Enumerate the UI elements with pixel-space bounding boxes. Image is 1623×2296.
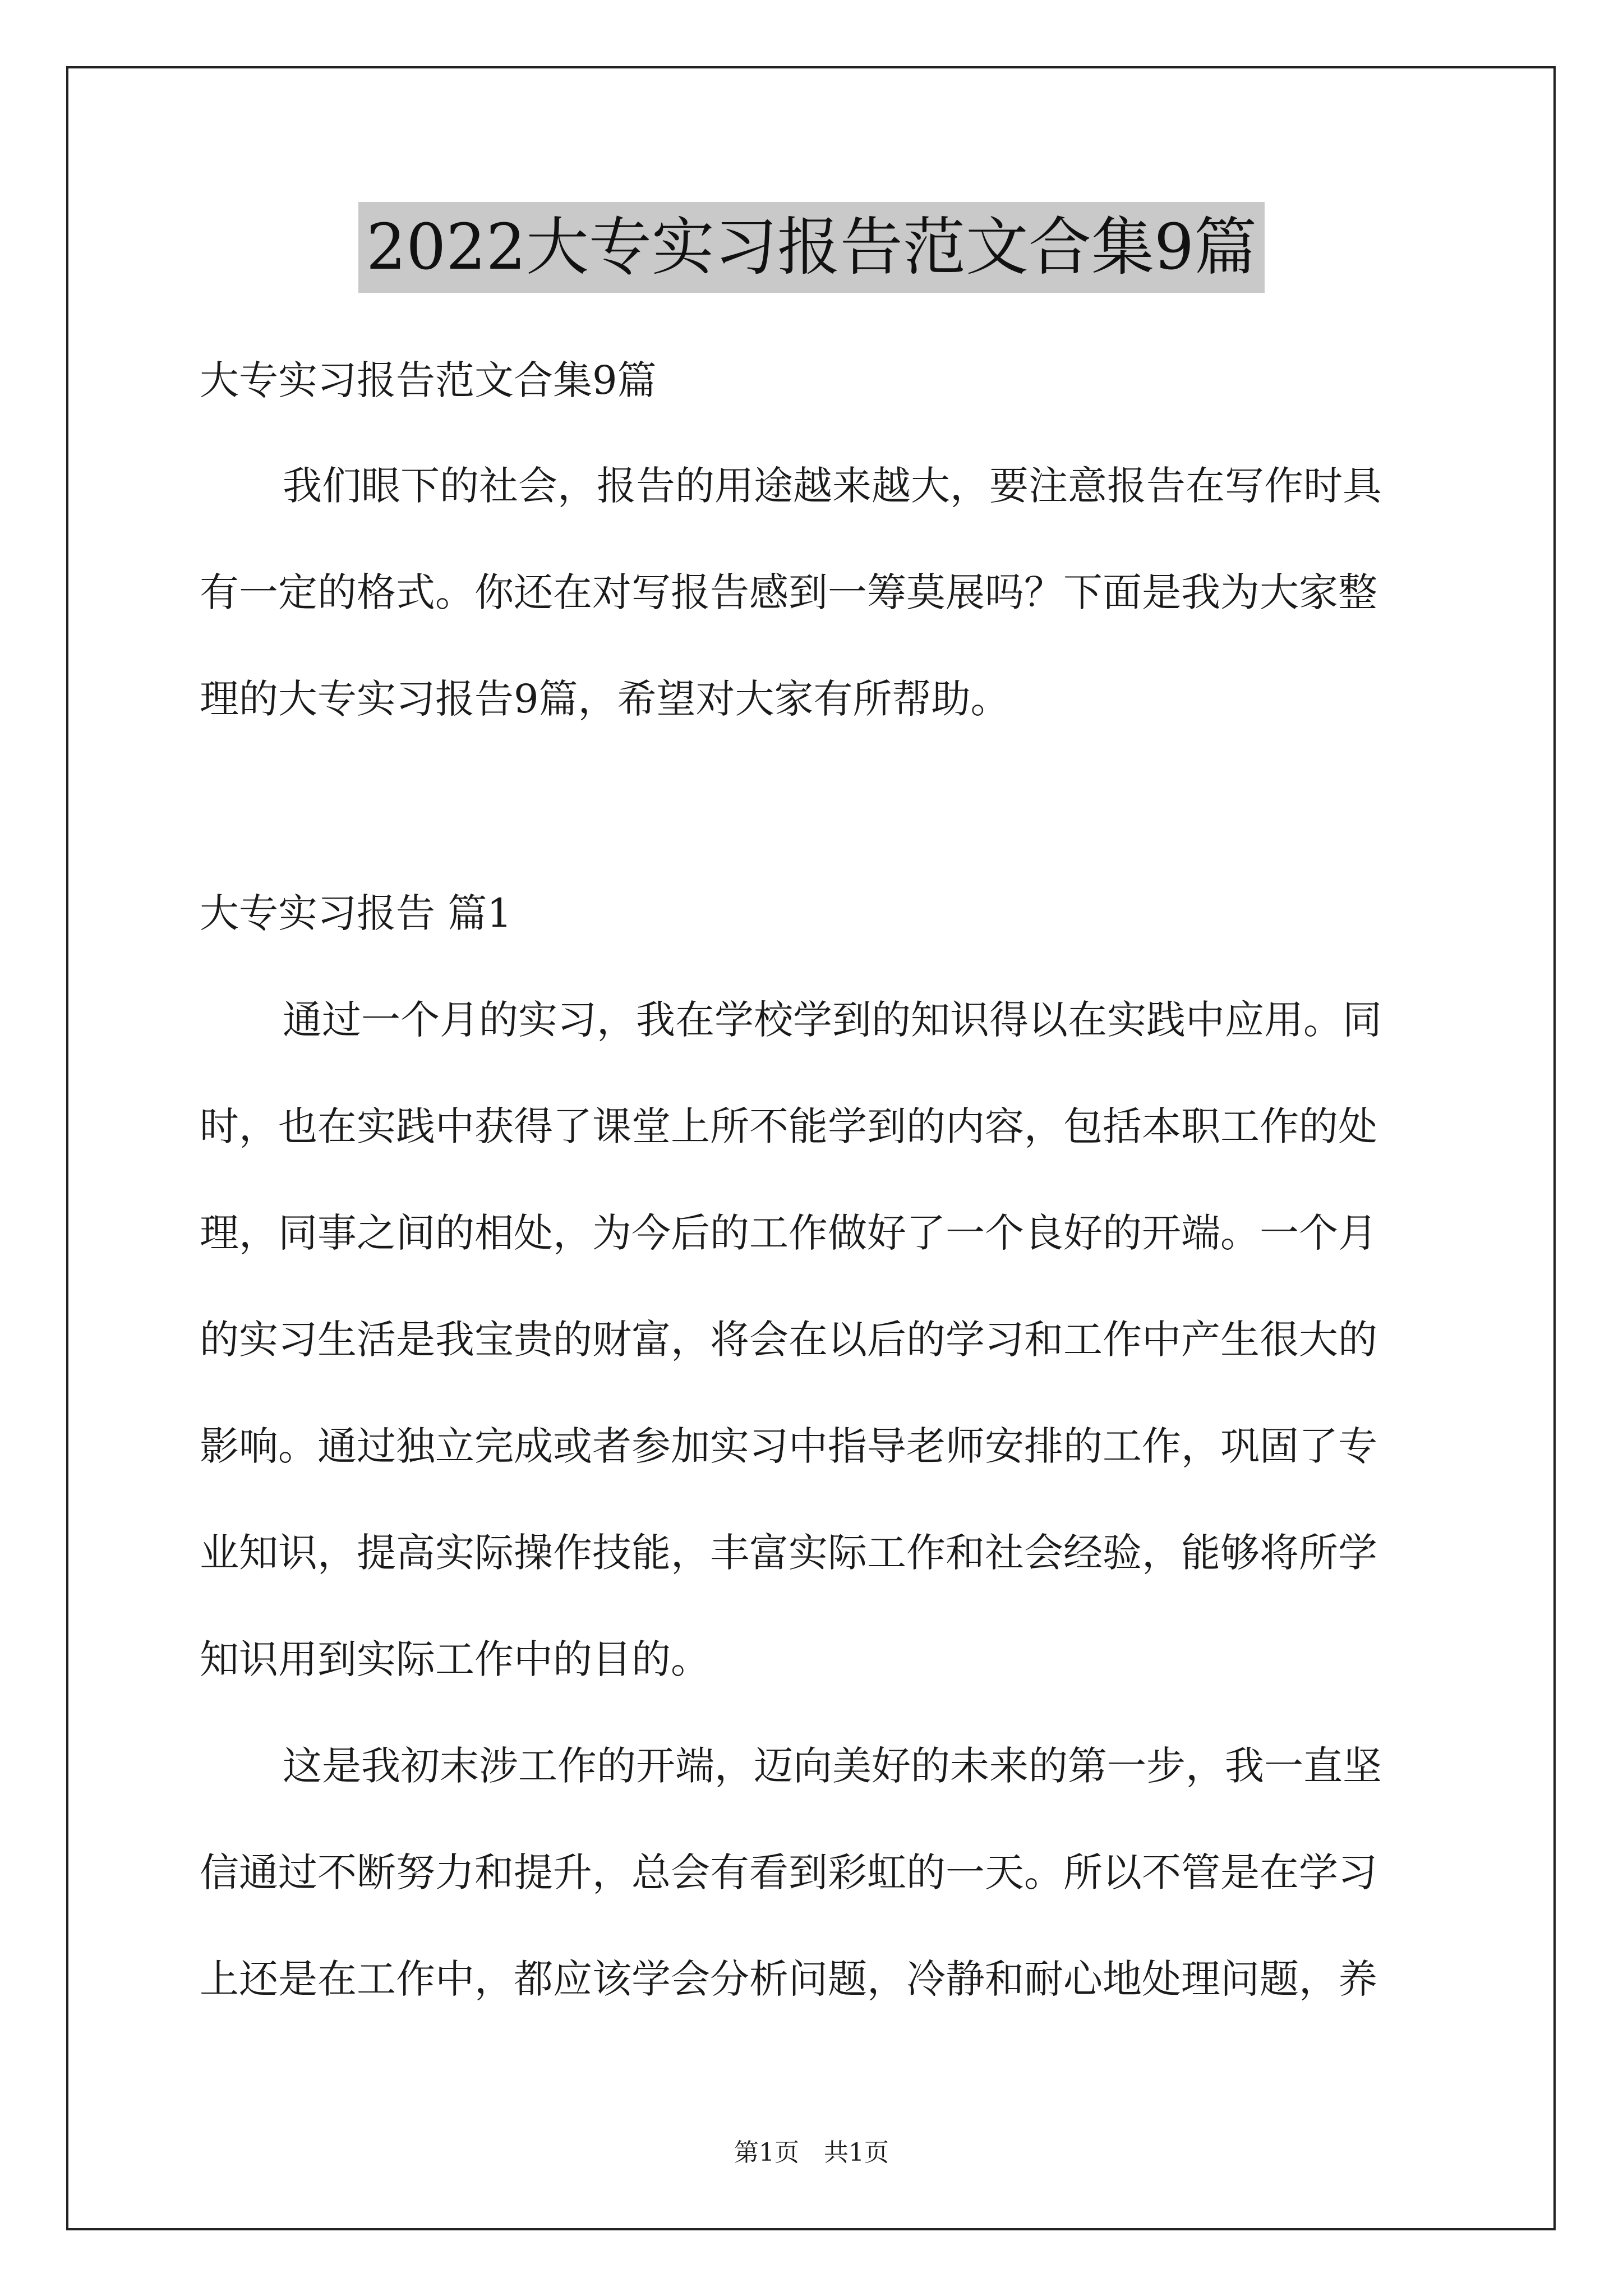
para2-line-2: 信通过不断努力和提升，总会有看到彩虹的一天。所以不管是在学习 bbox=[200, 1849, 1377, 1895]
para1-line-7: 知识用到实际工作中的目的。 bbox=[200, 1636, 710, 1682]
para2-line-3: 上还是在工作中，都应该学会分析问题，冷静和耐心地处理问题，养 bbox=[200, 1956, 1377, 2002]
para1-line-3: 理，同事之间的相处，为今后的工作做好了一个良好的开端。一个月 bbox=[200, 1210, 1377, 1256]
page-number-footer: 第1页 共1页 bbox=[734, 2138, 889, 2167]
intro-line-1: 我们眼下的社会，报告的用途越来越大，要注意报告在写作时具 bbox=[283, 463, 1382, 509]
para1-line-2: 时，也在实践中获得了课堂上所不能学到的内容，包括本职工作的处 bbox=[200, 1103, 1377, 1149]
para1-line-1: 通过一个月的实习，我在学校学到的知识得以在实践中应用。同 bbox=[283, 997, 1382, 1043]
para1-line-6: 业知识，提高实际操作技能，丰富实际工作和社会经验，能够将所学 bbox=[200, 1530, 1377, 1576]
document-subtitle: 大专实习报告范文合集9篇 bbox=[200, 357, 657, 403]
document-title: 2022大专实习报告范文合集9篇 bbox=[358, 202, 1265, 293]
para1-line-5: 影响。通过独立完成或者参加实习中指导老师安排的工作，巩固了专 bbox=[200, 1423, 1377, 1469]
title-container bbox=[0, 202, 1623, 293]
para2-line-1: 这是我初末涉工作的开端，迈向美好的未来的第一步，我一直坚 bbox=[283, 1743, 1382, 1789]
intro-line-3: 理的大专实习报告9篇，希望对大家有所帮助。 bbox=[200, 676, 1010, 722]
intro-line-2: 有一定的格式。你还在对写报告感到一筹莫展吗？下面是我为大家整 bbox=[200, 569, 1377, 615]
para1-line-4: 的实习生活是我宝贵的财富，将会在以后的学习和工作中产生很大的 bbox=[200, 1317, 1377, 1363]
section-heading: 大专实习报告 篇1 bbox=[200, 890, 512, 936]
